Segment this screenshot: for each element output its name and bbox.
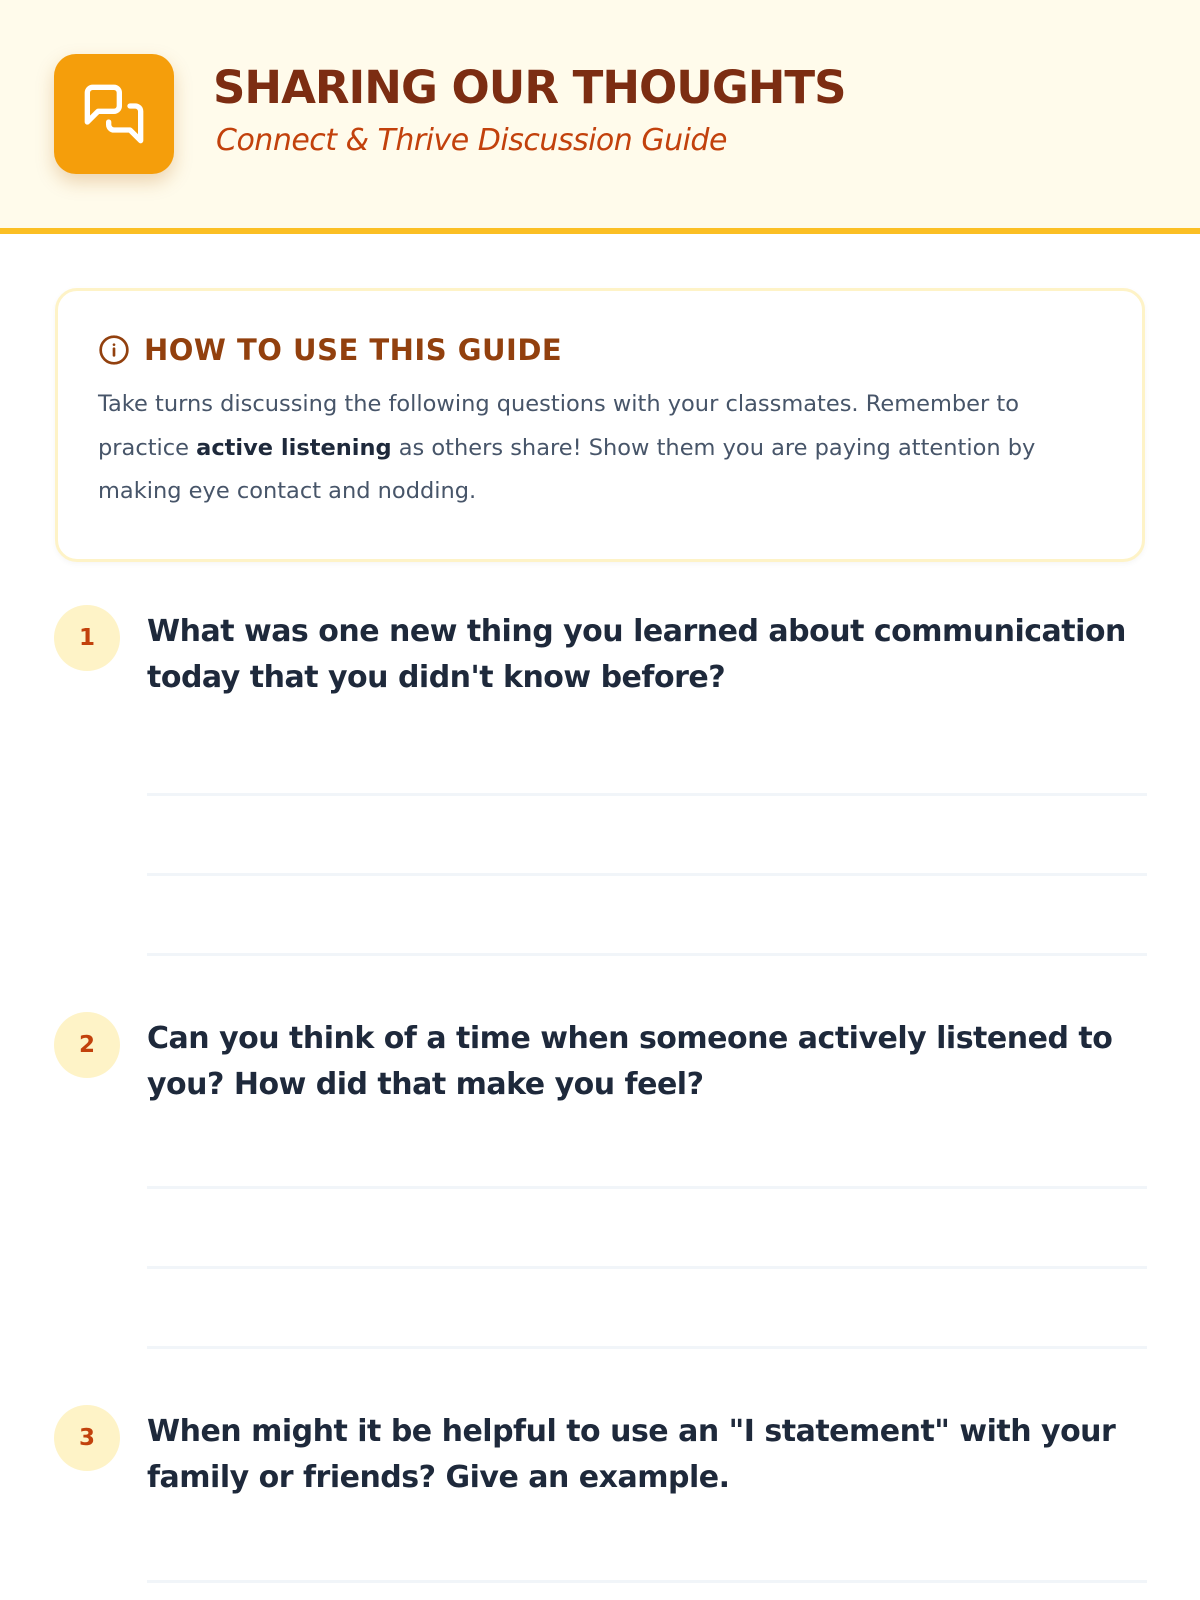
- answer-line[interactable]: [147, 1580, 1147, 1583]
- guide-instructions: [98, 383, 1098, 514]
- question-number-badge: 2: [54, 1012, 120, 1078]
- answer-line[interactable]: [147, 873, 1147, 876]
- answer-line[interactable]: [147, 793, 1147, 796]
- answer-line[interactable]: [147, 1186, 1147, 1189]
- how-to-use-card: [55, 288, 1145, 562]
- page-header: [0, 0, 1200, 234]
- guide-heading: HOW TO USE THIS GUIDE: [144, 333, 563, 367]
- answer-line[interactable]: [147, 1346, 1147, 1349]
- guide-text-start: Take turns discussing the following questions with your classmates. Remember to practice: [98, 391, 1019, 461]
- question-number-badge: 3: [54, 1405, 120, 1471]
- guide-text-end: as others share! Show them you are paying attention by making eye contact and nodding.: [98, 434, 1036, 504]
- info-icon: [98, 334, 130, 366]
- question-text: What was one new thing you learned about communication today that you didn't know before?: [147, 614, 1126, 695]
- logo-badge: [54, 54, 174, 174]
- page-subtitle: Connect & Thrive Discussion Guide: [216, 123, 727, 158]
- answer-line[interactable]: [147, 1266, 1147, 1269]
- question-text: Can you think of a time when someone actively listened to you? How did that make you feel?: [147, 1021, 1113, 1102]
- answer-line[interactable]: [147, 953, 1147, 956]
- question-number-badge: 1: [54, 605, 120, 671]
- chat-bubbles-icon: [82, 82, 146, 146]
- question-text: When might it be helpful to use an "I statement" with your family or friends? Give an example.: [147, 1414, 1116, 1495]
- guide-heading-row: [98, 333, 562, 367]
- page-title: SHARING OUR THOUGHTS: [213, 61, 846, 114]
- guide-emphasis: active listening: [196, 434, 392, 461]
